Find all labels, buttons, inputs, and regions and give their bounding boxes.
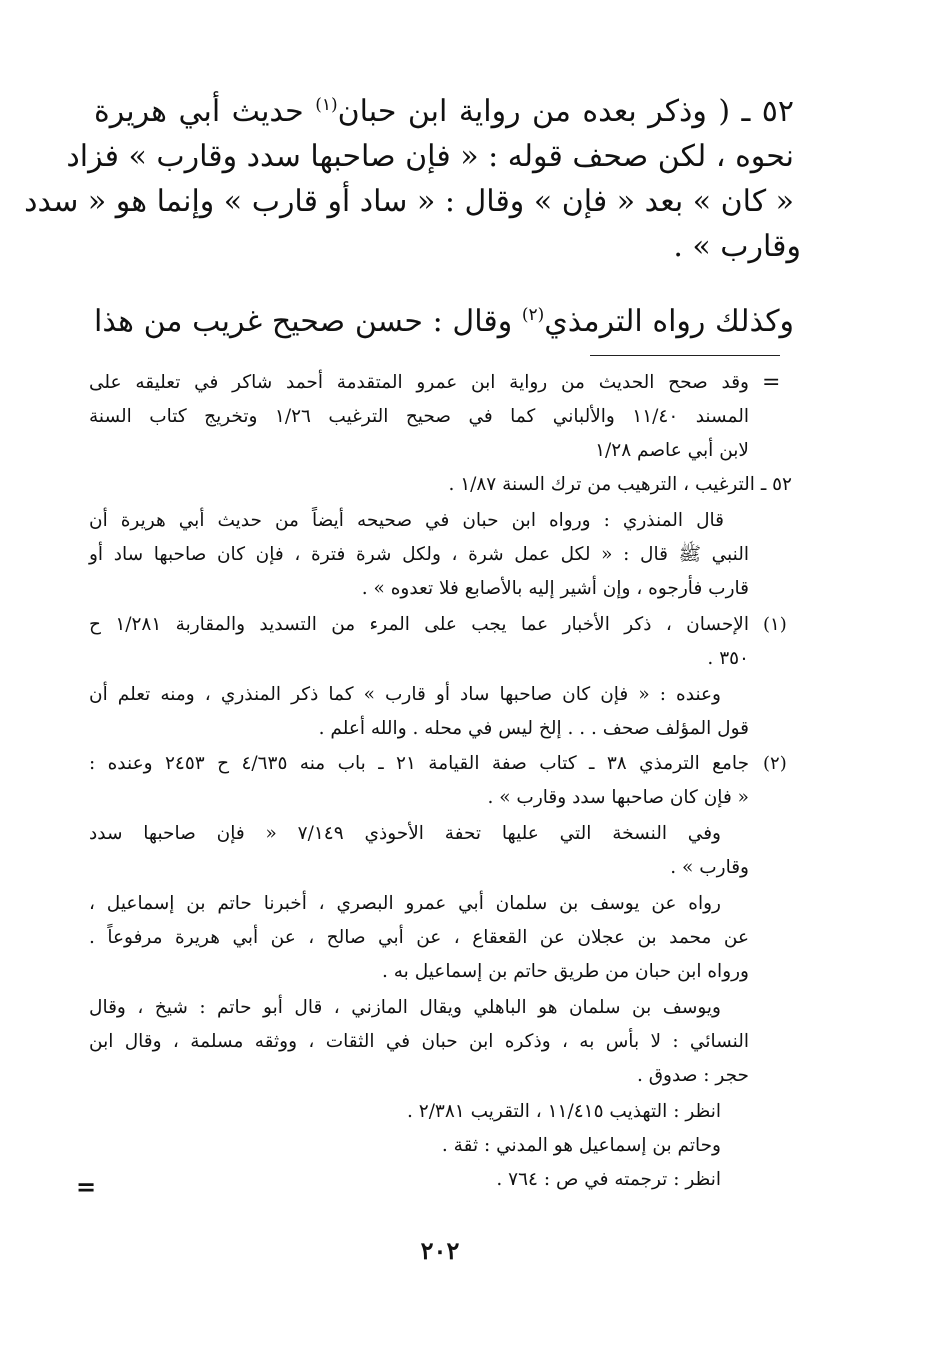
footnote-2-line: جامع الترمذي ٣٨ ـ كتاب صفة القيامة ٢١ ـ باب منه ٤/٦٣٥ ح ٢٤٥٣ وعنده :	[89, 753, 750, 774]
footnote-ref-2: (٢)	[521, 305, 545, 325]
main-text-segment: ٥٢ ـ ( وذكر بعده من رواية ابن حبان	[337, 94, 794, 129]
page-number: ٢٠٢	[420, 1236, 460, 1265]
footnote-52-line: ٥٢ ـ الترغيب ، الترهيب من ترك السنة ١/٨٧ .	[448, 474, 792, 495]
footnote-1-line: وعنده : « فإن كان صاحبها ساد أو قارب » كما ذكر المنذري ، ومنه تعلم أن	[89, 684, 721, 705]
footnote-2-line: انظر : التهذيب ١١/٤١٥ ، التقريب ٢/٣٨١ .	[407, 1101, 721, 1122]
continuation-marker: =	[762, 370, 781, 395]
main-text-line-5	[94, 302, 794, 342]
footnote-2-line: وفي النسخة التي عليها تحفة الأحوذي ٧/١٤٩ « فإن صاحبها سدد	[89, 823, 721, 844]
main-text-line-2: نحوه ، لكن صحف قوله : « فإن صاحبها سدد وقارب » فزاد	[66, 139, 794, 174]
main-text-segment: وكذلك رواه الترمذي	[544, 304, 794, 339]
footnote-2-line: حجر : صدوق .	[636, 1065, 749, 1086]
footnote-2-line: ويوسف بن سلمان هو الباهلي ويقال المازني ، قال أبو حاتم : شيخ ، وقال	[89, 997, 721, 1018]
footnote-1-line: ٣٥٠ .	[707, 648, 749, 669]
footnote-continuation-line: المسند ١١/٤٠ والألباني كما في صحيح الترغيب ١/٢٦ وتخريج كتاب السنة	[89, 406, 749, 427]
footnote-2-line: وحاتم بن إسماعيل هو المدني : ثقة .	[441, 1135, 721, 1156]
footnote-52-line: النبي ﷺ قال : « لكل عمل شرة ، ولكل شرة فترة ، فإن كان صاحبها ساد أو	[89, 544, 749, 565]
footnote-2-line: النسائي : لا بأس به ، وذكره ابن حبان في الثقات ، ووثقه مسلمة ، وقال ابن	[89, 1031, 749, 1052]
continuation-marker-end: =	[76, 1172, 97, 1201]
footnote-2-line: « فإن كان صاحبها سدد وقارب » .	[487, 787, 749, 808]
footnote-1-marker: (١)	[763, 614, 787, 635]
footnote-2-line: انظر : ترجمته في ص : ٧٦٤ .	[496, 1169, 721, 1190]
main-text-line-3: « كان » بعد « فإن » وقال : « ساد أو قارب » وإنما هو « سدد	[24, 184, 794, 219]
footnote-continuation-line: وقد صحح الحديث من رواية ابن عمرو المتقدمة أحمد شاكر في تعليقه على	[89, 372, 749, 393]
main-text-segment: وقال : حسن صحيح غريب من هذا	[94, 304, 522, 339]
footnote-2-marker: (٢)	[763, 753, 787, 774]
main-text-segment: حديث أبي هريرة	[94, 94, 316, 129]
main-text-line-1	[94, 92, 794, 132]
footnote-continuation-line: لابن أبي عاصم ١/٢٨	[595, 440, 749, 461]
footnote-2-line: وقارب » .	[670, 857, 749, 878]
footnote-2-line: عن محمد بن عجلان عن القعقاع ، عن أبي صالح ، عن أبي هريرة مرفوعاً .	[89, 927, 749, 948]
footnote-1-line: قول المؤلف صحف . . . إلخ ليس في محله . والله أعلم .	[318, 718, 749, 739]
footnote-2-line: ورواه ابن حبان من طريق حاتم بن إسماعيل به .	[382, 961, 749, 982]
main-text-line-4: وقارب » .	[673, 229, 801, 264]
footnote-divider	[590, 355, 780, 356]
footnote-2-line: رواه عن يوسف بن سلمان أبي عمرو البصري ، أخبرنا حاتم بن إسماعيل ،	[89, 893, 721, 914]
footnote-52-line: قارب فأرجوه ، وإن أشير إليه بالأصابع فلا تعدوه » .	[361, 578, 749, 599]
footnote-52-line: قال المنذري : ورواه ابن حبان في صحيحه أيضاً من حديث أبي هريرة أن	[89, 510, 724, 531]
footnote-ref-1: (١)	[315, 95, 338, 115]
footnote-1-line: الإحسان ، ذكر الأخبار عما يجب على المرء من التسديد والمقاربة ١/٢٨١ ح	[89, 614, 749, 635]
